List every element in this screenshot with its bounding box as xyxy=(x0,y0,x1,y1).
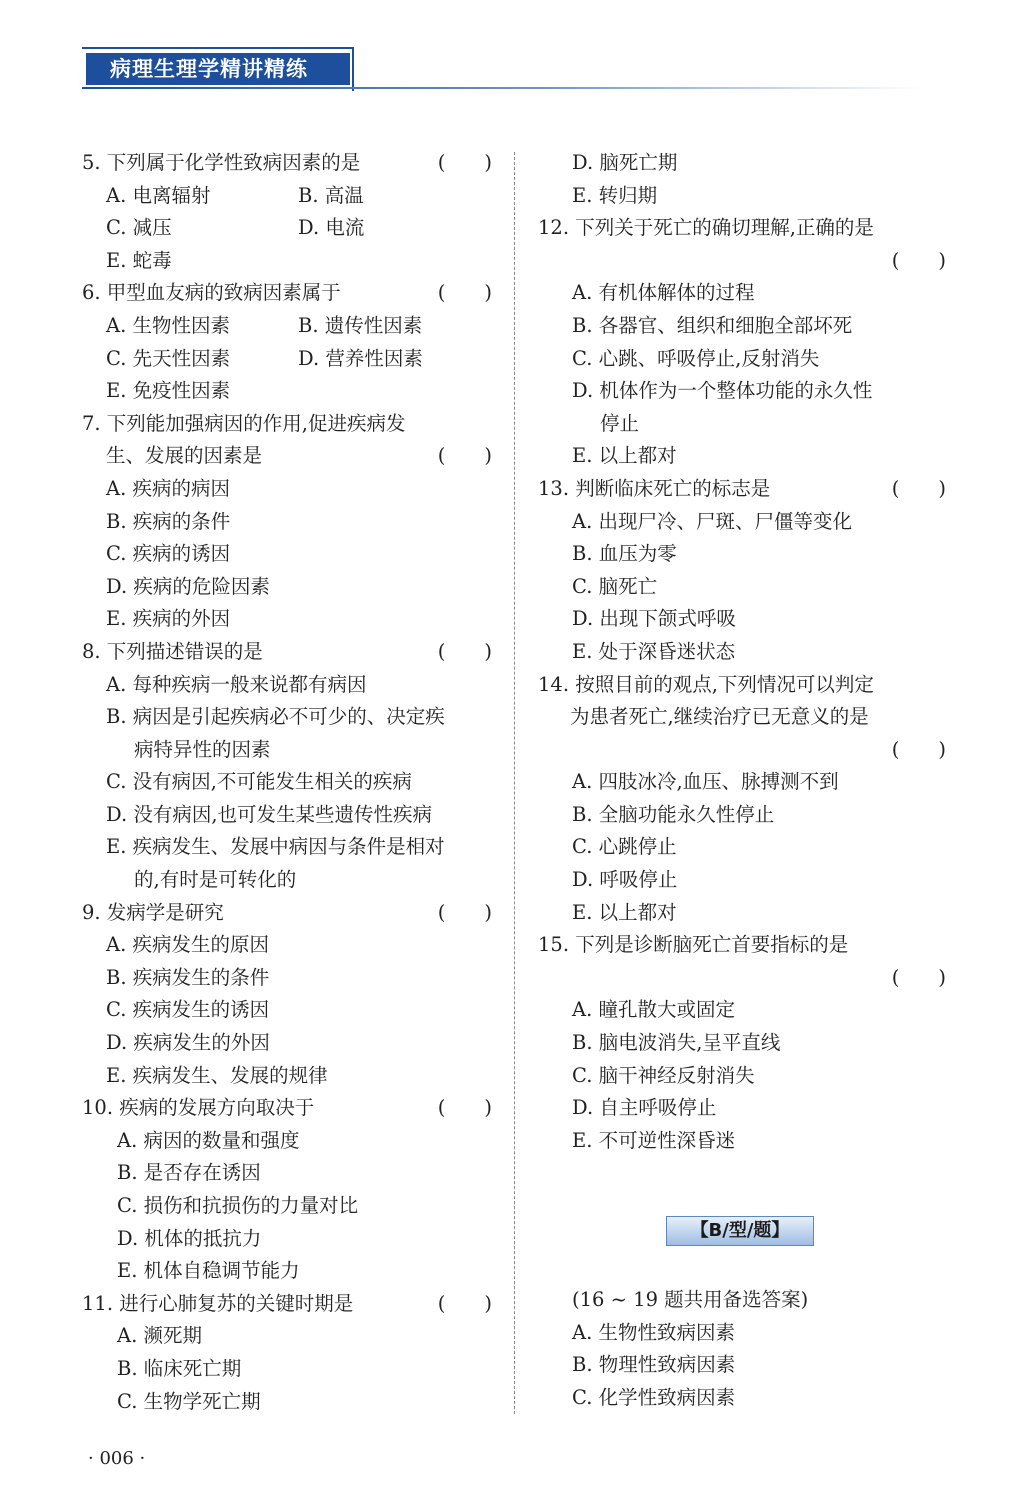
option: A. 电离辐射 xyxy=(106,183,211,207)
option: A. 疾病发生的原因 xyxy=(106,933,269,957)
question-stem: 10. 疾病的发展方向取决于 xyxy=(82,1096,315,1120)
answer-paren: ( ) xyxy=(891,965,946,989)
answer-paren: ( ) xyxy=(437,639,492,663)
question-9 xyxy=(82,897,494,930)
b-type-block xyxy=(538,1284,948,1414)
option: E. 以上都对 xyxy=(572,900,677,924)
answer-paren: ( ) xyxy=(437,1291,492,1315)
right-column xyxy=(538,147,948,1157)
option-continued: 病特异性的因素 xyxy=(134,737,271,761)
option: C. 脑死亡 xyxy=(572,574,658,598)
option: A. 疾病的病因 xyxy=(106,476,230,500)
option: B. 高温 xyxy=(298,183,364,207)
option: E. 免疫性因素 xyxy=(106,379,231,403)
option: B. 全脑功能永久性停止 xyxy=(572,802,775,826)
question-14-line2: 为患者死亡,继续治疗已无意义的是 xyxy=(570,705,869,729)
left-column xyxy=(82,147,494,1418)
option: E. 机体自稳调节能力 xyxy=(117,1259,300,1283)
option: D. 自主呼吸停止 xyxy=(572,1096,717,1120)
option: D. 呼吸停止 xyxy=(572,868,678,892)
question-10 xyxy=(82,1092,494,1125)
question-6 xyxy=(82,277,494,310)
option: E. 疾病发生、发展中病因与条件是相对 xyxy=(106,835,445,859)
option: B. 是否存在诱因 xyxy=(117,1161,261,1185)
page-number: · 006 · xyxy=(88,1448,146,1469)
question-stem: 13. 判断临床死亡的标志是 xyxy=(538,476,771,500)
option: C. 心跳、呼吸停止,反射消失 xyxy=(572,346,820,370)
option: C. 脑干神经反射消失 xyxy=(572,1063,755,1087)
option: C. 疾病的诱因 xyxy=(106,542,231,566)
question-11 xyxy=(82,1288,494,1321)
option: B. 脑电波消失,呈平直线 xyxy=(572,1031,781,1055)
answer-paren: ( ) xyxy=(437,151,492,174)
option: A. 有机体解体的过程 xyxy=(572,281,755,305)
option: A. 每种疾病一般来说都有病因 xyxy=(106,672,367,696)
option-row xyxy=(82,310,494,343)
question-8 xyxy=(82,636,494,669)
option: A. 出现尸冷、尸斑、尸僵等变化 xyxy=(572,509,852,533)
option: B. 各器官、组织和细胞全部坏死 xyxy=(572,313,853,337)
option: C. 损伤和抗损伤的力量对比 xyxy=(117,1194,359,1217)
question-12: 12. 下列关于死亡的确切理解,正确的是 xyxy=(538,216,874,240)
question-13 xyxy=(538,473,948,506)
question-5 xyxy=(82,147,494,180)
option: D. 出现下颌式呼吸 xyxy=(572,607,736,631)
option: C. 疾病发生的诱因 xyxy=(106,998,270,1022)
option: E. 疾病的外因 xyxy=(106,607,231,631)
question-14-line1: 14. 按照目前的观点,下列情况可以判定 xyxy=(538,672,874,696)
option: D. 机体作为一个整体功能的永久性 xyxy=(572,379,873,403)
option: D. 脑死亡期 xyxy=(572,151,678,174)
book-title: 病理生理学精讲精练 xyxy=(86,53,350,85)
option: C. 没有病因,不可能发生相关的疾病 xyxy=(106,770,412,794)
question-7-line2 xyxy=(82,440,494,473)
column-divider xyxy=(514,152,515,1414)
question-stem: 11. 进行心肺复苏的关键时期是 xyxy=(82,1291,354,1315)
option-row xyxy=(82,343,494,376)
answer-paren: ( ) xyxy=(891,737,946,761)
answer-paren: ( ) xyxy=(891,476,946,500)
option: A. 濒死期 xyxy=(117,1324,202,1348)
shared-options-note: (16 ~ 19 题共用备选答案) xyxy=(572,1288,809,1311)
question-stem: 9. 发病学是研究 xyxy=(82,900,224,924)
option: D. 疾病发生的外因 xyxy=(106,1031,270,1055)
question-stem: 8. 下列描述错误的是 xyxy=(82,639,263,663)
section-label-b-type: 【B/型/题】 xyxy=(666,1216,814,1246)
option: A. 生物性因素 xyxy=(106,313,230,337)
header-rule xyxy=(82,87,922,89)
option: C. 生物学死亡期 xyxy=(117,1389,261,1413)
option: D. 机体的抵抗力 xyxy=(117,1226,262,1250)
option: D. 疾病的危险因素 xyxy=(106,574,270,598)
question-stem: 5. 下列属于化学性致病因素的是 xyxy=(82,151,361,174)
running-header xyxy=(82,45,922,95)
answer-paren-row xyxy=(538,245,948,278)
option-continued: 的,有时是可转化的 xyxy=(134,868,297,892)
option: B. 病因是引起疾病必不可少的、决定疾 xyxy=(106,705,445,729)
option: E. 疾病发生、发展的规律 xyxy=(106,1063,328,1087)
answer-paren: ( ) xyxy=(437,281,492,305)
option-row xyxy=(82,180,494,213)
answer-paren-row xyxy=(538,734,948,767)
option: A. 病因的数量和强度 xyxy=(117,1128,300,1152)
option: C. 心跳停止 xyxy=(572,835,677,859)
option: E. 以上都对 xyxy=(572,444,677,468)
option: E. 处于深昏迷状态 xyxy=(572,639,736,663)
option: C. 先天性因素 xyxy=(106,346,231,370)
question-15: 15. 下列是诊断脑死亡首要指标的是 xyxy=(538,933,849,957)
option: A. 生物性致病因素 xyxy=(572,1320,735,1344)
option: B. 遗传性因素 xyxy=(298,313,423,337)
answer-paren: ( ) xyxy=(437,1096,492,1120)
option: B. 临床死亡期 xyxy=(117,1356,242,1380)
question-7-line1: 7. 下列能加强病因的作用,促进疾病发 xyxy=(82,411,406,435)
option: D. 电流 xyxy=(298,216,365,240)
option: A. 四肢冰冷,血压、脉搏测不到 xyxy=(572,770,839,794)
option: D. 营养性因素 xyxy=(298,346,423,370)
option: E. 蛇毒 xyxy=(106,248,172,272)
option: B. 血压为零 xyxy=(572,542,677,566)
option: C. 减压 xyxy=(106,216,172,240)
answer-paren: ( ) xyxy=(437,444,492,468)
option-row xyxy=(82,212,494,245)
option-continued: 停止 xyxy=(600,411,640,435)
option: E. 转归期 xyxy=(572,183,658,207)
option: B. 物理性致病因素 xyxy=(572,1353,736,1377)
answer-paren-row xyxy=(538,962,948,995)
option: B. 疾病的条件 xyxy=(106,509,231,533)
answer-paren: ( ) xyxy=(891,248,946,272)
option: E. 不可逆性深昏迷 xyxy=(572,1128,736,1152)
option: D. 没有病因,也可发生某些遗传性疾病 xyxy=(106,802,433,826)
question-stem: 生、发展的因素是 xyxy=(106,444,263,468)
option: C. 化学性致病因素 xyxy=(572,1385,736,1409)
answer-paren: ( ) xyxy=(437,900,492,924)
question-stem: 6. 甲型血友病的致病因素属于 xyxy=(82,281,341,305)
option: B. 疾病发生的条件 xyxy=(106,965,270,989)
option: A. 瞳孔散大或固定 xyxy=(572,998,735,1022)
